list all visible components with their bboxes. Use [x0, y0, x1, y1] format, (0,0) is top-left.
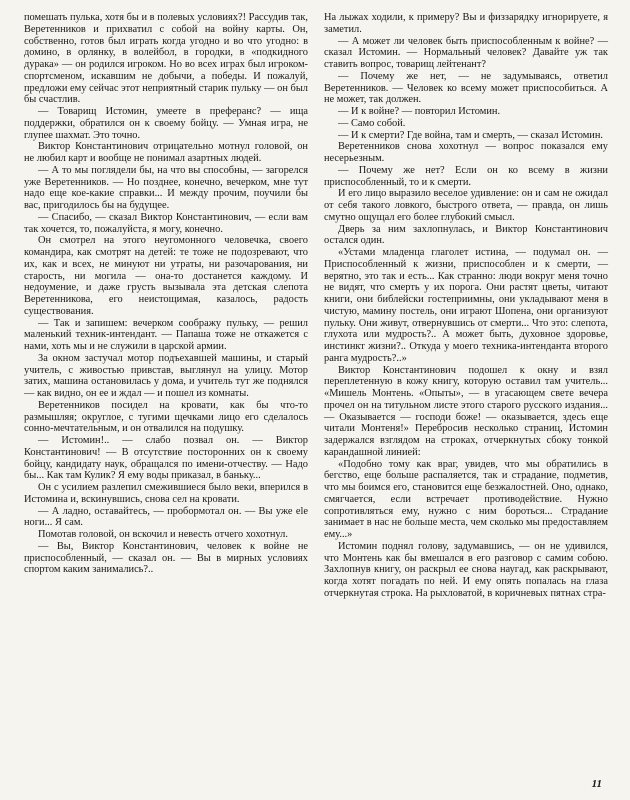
paragraph: — Спасибо, — сказал Виктор Константинович, — если вам так хочется, то, пожалуйста, я могу, конечно. [24, 211, 308, 235]
paragraph: — Вы, Виктор Константинович, человек к войне не приспособленный, — сказал он. — Вы в мирных условиях спортом каким занимались?.. [24, 540, 308, 576]
paragraph: Виктор Константинович отрицательно мотнул головой, он не любил карт и вообще не понимал азартных людей. [24, 141, 308, 164]
paragraph: — И к войне? — повторил Истомин. [338, 106, 501, 117]
paragraph: Истомин поднял голову, задумавшись, — он не удивился, что Монтень как бы вмешался в его разговор с самим собою. Захлопнув книгу, он раскрыл ее снова наугад, как раскрывают, когда хотят погадать по ней. И ему опять попалась на глаза отчеркнутая строка. На рыхловатой, в коричневых пятнах стра- [324, 540, 608, 599]
paragraph: — Истомин!.. — слабо позвал он. — Виктор Константинович! — В отсутствие посторонних он к своему бойцу, кандидату наук, обращался по имени-отчеству. — Надо бы... Как там Кулик? Я ему воды приказал, в баньку... [24, 435, 308, 482]
left-column [24, 12, 308, 770]
paragraph: — А то мы поглядели бы, на что вы способны, — загорелся уже Веретенников. — Но позднее, конечно, вечерком, мне тут надо еще кое-какие справки... И между прочим, поучили бы вас, пригодилось бы на будущее. [24, 164, 308, 211]
paragraph: — Так и запишем: вечерком соображу пульку, — решил маленький техник-интендант. — Папаша тоже не откажется с нами, хоть мы и не служили в царской армии. [24, 317, 308, 352]
paragraph: помешать пулька, хотя бы и в полевых условиях?! Рассудив так, Веретенников и прихватил с собой на войну карты. Он, собственно, готов был играть когда угодно и во что угодно: в домино, в орлянку, в волейбол, в городки, в «подкидного дурака» — он родился игроком. Но во всех играх был игроком-спортсменом, искавшим не добычи, а победы. И пожалуй, предложи ему сейчас этот неприятный старик пульку — он был бы счастлив. [24, 12, 308, 106]
paragraph: Веретенников посидел на кровати, как бы что-то размышляя; округлое, с тугими щечками лицо его сделалось сонно-мечтательным, и он отвалился на подушку. [24, 399, 308, 435]
paragraph: Помотав головой, он вскочил и невесть отчего хохотнул. [38, 529, 288, 540]
paragraph: «Подобно тому как враг, увидев, что мы обратились в бегство, еще больше распаляется, так и страдание, подметив, что мы боимся его, становится еще безжалостней. Оно, однако, смягчается, если встречает противодействие. Нужно сопротивляться ему, нужно с ним бороться... Страдание занимает в нас не больше места, чем сколько мы предоставляем ему...» [324, 458, 608, 540]
page-number: 11 [591, 778, 602, 790]
paragraph: — Почему же нет? Если он ко всему в жизни приспособленный, то и к смерти. [324, 164, 608, 188]
paragraph: За окном застучал мотор подъехавшей машины, и старый учитель, с живостью привстав, выглянул на улицу. Мотор затих, машина остановилась у дома, и учитель тут же поднялся — как видно, он ее и ждал — и пошел из комнаты. [24, 352, 308, 399]
paragraph: «Устами младенца глаголет истина, — подумал он. — Приспособленный к жизни, приспособлен и к смерти, — верятно, это так и есть... Как странно: люди вокруг меня точно не видят, что смерть у их порога. Они растят цветы, читают книги, они библейски гостеприимны, они укладывают меня в чистую, мамину постель, они играют Шопена, они организуют пульку. Они живут, отвернувшись от смерти... Что это: слепота, глухота или мудрость?.. А может быть, духовное здоровье, инстинкт жизни?.. Откуда у моего техника-интенданта второго ранга мудрость?..» [324, 247, 608, 364]
paragraph: — Почему же нет, — не задумываясь, ответил Веретенников. — Человек ко всему может приспособиться. А не может, так должен. [324, 70, 608, 106]
paragraph: Виктор Константинович подошел к окну и взял переплетенную в кожу книгу, которую оставил там учитель... «Мишель Монтень. «Опыты», — в угасающем свете вечера прочел он на титульном листе этого старого русского издания... — Оказывается — господи боже! — оказывается, здесь еще читали Монтеня!» Перебросив несколько страниц, Истомин задержался взглядом на строках, отчеркнутых сбоку тонкой карандашной линией: [324, 364, 608, 458]
paragraph: — И к смерти? Где война, там и смерть, — сказал Истомин. [338, 129, 604, 141]
paragraph: — А ладно, оставайтесь, — пробормотал он. — Вы уже ele ноги... Я сам. [24, 505, 308, 529]
paragraph: Дверь за ним захлопнулась, и Виктор Константинович остался один. [324, 223, 608, 247]
page [24, 12, 608, 770]
paragraph: Он смотрел на этого неугомонного человечка, своего командира, как смотрят на детей: те тоже не подозревают, что их, как и всех, не минуют ни утраты, ни разочарования, ни старость, ни могила — она-то достанется каждому. И недоумение, и даже грусть вызывала эта детская слепота Веретенникова, его неистощимая, казалось, радость существования. [24, 235, 308, 317]
right-column [324, 12, 608, 770]
paragraph: — Товарищ Истомин, умеете в преферанс? — ища поддержки, обратился он к своему бойцу. — Умная игра, не глупее шахмат. Это точно. [24, 106, 308, 141]
paragraph: Он с усилием разлепил смежившиеся было веки, вперился в Истомина и, вскинувшись, снова сел на кровати. [24, 482, 308, 505]
paragraph: — А может ли человек быть приспособленным к войне? — сказал Истомин. — Нормальный человек? Давайте уж так ставить вопрос, товарищ лейтенант? [324, 35, 608, 70]
paragraph: На лыжах ходили, к примеру? Вы и физзарядку игнорируете, я заметил. [324, 12, 608, 35]
paragraph: — Само собой. [338, 117, 406, 129]
paragraph: Веретенников снова хохотнул — вопрос показался ему несерьезным. [324, 141, 608, 164]
paragraph: И его лицо выразило веселое удивление: он и сам не ожидал от себя такого ловкого, быстрого ответа, — правда, он лишь смутно ощущал его более глубокий смысл. [324, 188, 608, 223]
